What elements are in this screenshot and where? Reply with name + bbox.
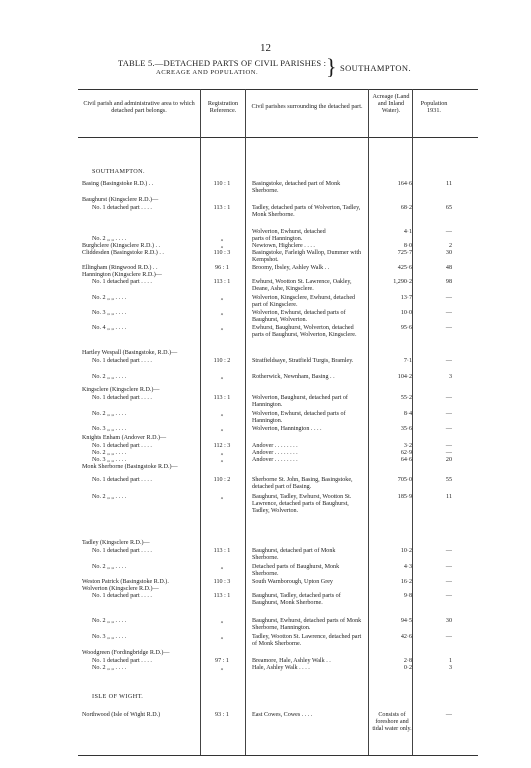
cell-parish: Hartley Wespall (Basingstoke, R.D.)—	[82, 350, 178, 356]
cell-surrounding: Basingstoke, Farleigh Wallop, Dummer with Kempshot.	[252, 250, 362, 264]
cell-reference: 97 : 1	[215, 658, 229, 664]
cell-acreage: 35·6	[400, 426, 412, 432]
table-top-rule	[78, 89, 478, 90]
cell-population: —	[445, 634, 452, 640]
cell-reference: 110 : 3	[213, 579, 231, 585]
cell-acreage: 185·9	[397, 494, 412, 500]
cell-parish: No. 1 detached part . . . .	[92, 477, 152, 483]
cell-surrounding: Stratfieldsaye, Stratfield Turgis, Bramley.	[252, 358, 354, 364]
cell-reference: „	[220, 325, 224, 331]
cell-population: —	[445, 358, 452, 364]
cell-surrounding: Basingstoke, detached part of Monk Sherborne.	[252, 181, 341, 195]
cell-surrounding: Ewhurst, Baughurst, Wolverton, detached parts of Baughurst, Wolverton, Kingsclere.	[252, 325, 357, 339]
cell-population: —	[445, 548, 452, 554]
cell-acreage: 55·2	[400, 395, 412, 401]
column-divider	[412, 89, 413, 755]
cell-population: —	[445, 443, 452, 449]
cell-acreage: 104·2	[397, 374, 412, 380]
cell-reference: „	[220, 494, 224, 500]
column-divider	[245, 89, 246, 755]
cell-reference: „	[220, 426, 224, 432]
cell-parish: No. 1 detached part . . . .	[92, 443, 152, 449]
cell-acreage: 68·2	[400, 205, 412, 211]
cell-surrounding: Wolverton, Ewhurst, detached	[252, 229, 326, 235]
cell-surrounding: East Cowes, Cowes . . . .	[252, 712, 313, 718]
cell-surrounding: Wolverton, Ewhurst, detached parts of Hannington.	[252, 411, 346, 425]
cell-surrounding: Baughurst, Tadley, detached parts of Baughurst, Monk Sherborne.	[252, 593, 341, 607]
cell-surrounding: Ewhurst, Wootton St. Lawrence, Oakley, Deane, Ashe, Kingsclere.	[252, 279, 352, 293]
header-population: Population 1931.	[420, 100, 448, 115]
cell-population: —	[445, 564, 452, 570]
cell-acreage: 2·8	[403, 658, 412, 664]
cell-surrounding: Wolverton, Kingsclere, Ewhurst, detached part of Kingsclere.	[252, 295, 356, 309]
cell-population: 20	[445, 457, 452, 463]
cell-parish: Wolverton (Kingsclere R.D.)—	[82, 586, 159, 592]
cell-acreage: 62·9	[400, 450, 412, 456]
cell-parish: No. 3 „ „ . . . .	[92, 457, 127, 463]
cell-reference: „	[220, 634, 224, 640]
cell-surrounding: Andover . . . . . . . .	[252, 457, 298, 463]
cell-reference: 110 : 3	[213, 250, 231, 256]
cell-population: —	[445, 325, 452, 331]
cell-reference: 113 : 1	[213, 395, 231, 401]
cell-surrounding: Baughurst, detached part of Monk Sherborne.	[252, 548, 336, 562]
cell-reference: „	[220, 457, 224, 463]
cell-reference: 93 : 1	[215, 712, 229, 718]
cell-parish: Woodgreen (Fordingbridge R.D.)—	[82, 650, 170, 656]
cell-surrounding: Hale, Ashley Walk . . . .	[252, 665, 310, 671]
cell-surrounding: Tadley, detached parts of Wolverton, Tadley, Monk Sherborne.	[252, 205, 361, 219]
cell-acreage: 705·0	[397, 477, 412, 483]
cell-acreage: 10·0	[400, 310, 412, 316]
cell-acreage: 164·6	[397, 181, 412, 187]
cell-parish: No. 2 „ „ . . . .	[92, 374, 127, 380]
cell-parish: Tadley (Kingsclere R.D.)—	[82, 540, 150, 546]
cell-population: —	[445, 411, 452, 417]
cell-acreage: 9·8	[403, 593, 412, 599]
table-bottom-rule	[78, 755, 478, 756]
cell-population: 2	[448, 243, 452, 249]
title-line-1: TABLE 5.—DETACHED PARTS OF CIVIL PARISHES :	[118, 58, 327, 68]
cell-parish: Knights Enham (Andover R.D.)—	[82, 435, 167, 441]
cell-parish: No. 2 „ „ . . . .	[92, 236, 127, 242]
cell-acreage: 8·4	[403, 411, 412, 417]
cell-acreage: Consists of foreshore and tidal water only.	[372, 712, 412, 732]
title-brace: }	[326, 54, 337, 79]
cell-acreage: 425·6	[397, 265, 412, 271]
cell-reference: „	[220, 243, 224, 249]
cell-parish: Basing (Basingstoke R.D.) . .	[82, 181, 154, 187]
cell-reference: „	[220, 665, 224, 671]
cell-population: 3	[448, 665, 452, 671]
cell-surrounding: Sherborne St. John, Basing, Basingstoke, detached part of Basing.	[252, 477, 353, 491]
cell-acreage: 1,290·2	[393, 279, 412, 285]
header-bottom-rule	[78, 137, 478, 138]
cell-parish: No. 2 „ „ . . . .	[92, 411, 127, 417]
header-reference: Registration Reference.	[207, 100, 239, 115]
cell-parish: No. 2 „ „ . . . .	[92, 564, 127, 570]
cell-surrounding: parts of Hannington.	[252, 236, 303, 242]
cell-parish: Northwood (Isle of Wight R.D.)	[82, 712, 161, 718]
cell-population: —	[445, 426, 452, 432]
cell-parish: Hannington (Kingsclere R.D.)—	[82, 272, 162, 278]
cell-reference: 113 : 1	[213, 593, 231, 599]
cell-reference: „	[220, 411, 224, 417]
cell-population: 30	[445, 618, 452, 624]
cell-parish: No. 2 „ „ . . . .	[92, 295, 127, 301]
cell-acreage: 0·2	[403, 665, 412, 671]
cell-surrounding: Wolverton, Hannington . . . .	[252, 426, 322, 432]
cell-acreage: 13·7	[400, 295, 412, 301]
cell-population: 11	[446, 494, 452, 500]
cell-parish: No. 1 detached part . . . .	[92, 358, 152, 364]
cell-parish: No. 1 detached part . . . .	[92, 548, 152, 554]
cell-surrounding: Breamore, Hale, Ashley Walk . .	[252, 658, 331, 664]
cell-acreage: 16·2	[400, 579, 412, 585]
cell-reference: 113 : 1	[213, 548, 231, 554]
cell-acreage: 94·5	[400, 618, 412, 624]
cell-reference: 113 : 1	[213, 279, 231, 285]
cell-acreage: 64·6	[400, 457, 412, 463]
cell-parish: Ellingham (Ringwood R.D.) . .	[82, 265, 158, 271]
cell-reference: „	[220, 236, 224, 242]
cell-population: 55	[445, 477, 452, 483]
cell-reference: 110 : 1	[213, 181, 231, 187]
cell-parish: No. 2 „ „ . . . .	[92, 450, 127, 456]
cell-population: —	[445, 450, 452, 456]
cell-population: —	[445, 395, 452, 401]
cell-population: 11	[446, 181, 452, 187]
cell-population: 3	[448, 374, 452, 380]
title-region: SOUTHAMPTON.	[340, 63, 411, 73]
cell-parish: Kingsclere (Kingsclere R.D.)—	[82, 387, 160, 393]
cell-acreage: 3·2	[403, 443, 412, 449]
cell-parish: Baughurst (Kingsclere R.D.)—	[82, 197, 159, 203]
cell-reference: „	[220, 374, 224, 380]
cell-reference: 113 : 1	[213, 205, 231, 211]
cell-reference: 110 : 2	[213, 477, 231, 483]
cell-reference: „	[220, 295, 224, 301]
cell-population: 48	[445, 265, 452, 271]
header-acreage: Acreage (Land and Inland Water).	[372, 93, 410, 115]
cell-surrounding: Broomy, Ibsley, Ashley Walk . .	[252, 265, 330, 271]
table-title	[118, 54, 448, 88]
cell-population: —	[445, 593, 452, 599]
cell-population: —	[445, 579, 452, 585]
cell-population: 98	[445, 279, 452, 285]
cell-acreage: 725·7	[397, 250, 412, 256]
cell-parish: No. 3 „ „ . . . .	[92, 310, 127, 316]
cell-surrounding: Rotherwick, Newnham, Basing . .	[252, 374, 335, 380]
cell-parish: No. 1 detached part . . . .	[92, 395, 152, 401]
cell-acreage: 7·1	[403, 358, 412, 364]
cell-surrounding: Andover . . . . . . . .	[252, 443, 298, 449]
cell-parish: No. 2 „ „ . . . .	[92, 494, 127, 500]
cell-parish: No. 1 detached part . . . .	[92, 279, 152, 285]
cell-parish: No. 2 „ „ . . . .	[92, 665, 127, 671]
cell-parish: No. 1 detached part . . . .	[92, 205, 152, 211]
cell-parish: Burghclere (Kingsclere R.D.) . .	[82, 243, 161, 249]
cell-acreage: 95·6	[400, 325, 412, 331]
cell-surrounding: Wolverton, Baughurst, detached part of Hannington.	[252, 395, 348, 409]
header-parish: Civil parish and administrative area to which detached part belongs.	[83, 100, 195, 115]
column-divider	[200, 89, 201, 755]
cell-population: —	[445, 712, 452, 718]
cell-population: —	[445, 295, 452, 301]
header-surrounding: Civil parishes surrounding the detached part.	[251, 103, 363, 110]
cell-acreage: 4·3	[403, 564, 412, 570]
cell-acreage: 10·2	[400, 548, 412, 554]
column-divider	[368, 89, 369, 755]
cell-surrounding: Andover . . . . . . . .	[252, 450, 298, 456]
section-southampton: SOUTHAMPTON.	[92, 168, 145, 175]
cell-surrounding: Baughurst, Ewhurst, detached parts of Monk Sherborne, Hannington.	[252, 618, 362, 632]
cell-acreage: 42·6	[400, 634, 412, 640]
cell-parish: No. 3 „ „ . . . .	[92, 634, 127, 640]
cell-population: —	[445, 310, 452, 316]
cell-parish: Weston Patrick (Basingstoke R.D.).	[82, 579, 169, 585]
cell-parish: No. 3 „ „ . . . .	[92, 426, 127, 432]
section-isle-of-wight: ISLE OF WIGHT.	[92, 693, 144, 700]
cell-parish: Monk Sherborne (Basingstoke R.D.)—	[82, 464, 178, 470]
cell-parish: No. 1 detached part . . . .	[92, 658, 152, 664]
cell-reference: 96 : 1	[215, 265, 229, 271]
cell-parish: Cliddesden (Basingstoke R.D.) . .	[82, 250, 164, 256]
cell-surrounding: Baughurst, Tadley, Ewhurst, Wootton St. Lawrence, detached parts of Baughurst, Tadley, Wolverton.	[252, 494, 352, 515]
cell-surrounding: Tadley, Wootton St. Lawrence, detached part of Monk Sherborne.	[252, 634, 362, 648]
cell-population: 1	[448, 658, 452, 664]
page-number: 12	[260, 42, 271, 54]
cell-surrounding: South Warnborough, Upton Grey	[252, 579, 333, 585]
cell-parish: No. 4 „ „ . . . .	[92, 325, 127, 331]
cell-reference: „	[220, 450, 224, 456]
cell-reference: „	[220, 618, 224, 624]
cell-parish: No. 1 detached part . . . .	[92, 593, 152, 599]
cell-reference: „	[220, 310, 224, 316]
cell-reference: 112 : 3	[213, 443, 231, 449]
cell-acreage: 4·1	[403, 229, 412, 235]
cell-reference: 110 : 2	[213, 358, 231, 364]
cell-surrounding: Newtown, Highclere . . . .	[252, 243, 315, 249]
cell-population: 65	[445, 205, 452, 211]
cell-surrounding: Wolverton, Ewhurst, detached parts of Baughurst, Wolverton.	[252, 310, 346, 324]
cell-population: —	[445, 229, 452, 235]
cell-surrounding: Detached parts of Baughurst, Monk Sherborne.	[252, 564, 340, 578]
cell-reference: „	[220, 564, 224, 570]
cell-population: 30	[445, 250, 452, 256]
title-line-2: ACREAGE AND POPULATION.	[156, 69, 259, 76]
cell-acreage: 8·0	[403, 243, 412, 249]
cell-parish: No. 2 „ „ . . . .	[92, 618, 127, 624]
